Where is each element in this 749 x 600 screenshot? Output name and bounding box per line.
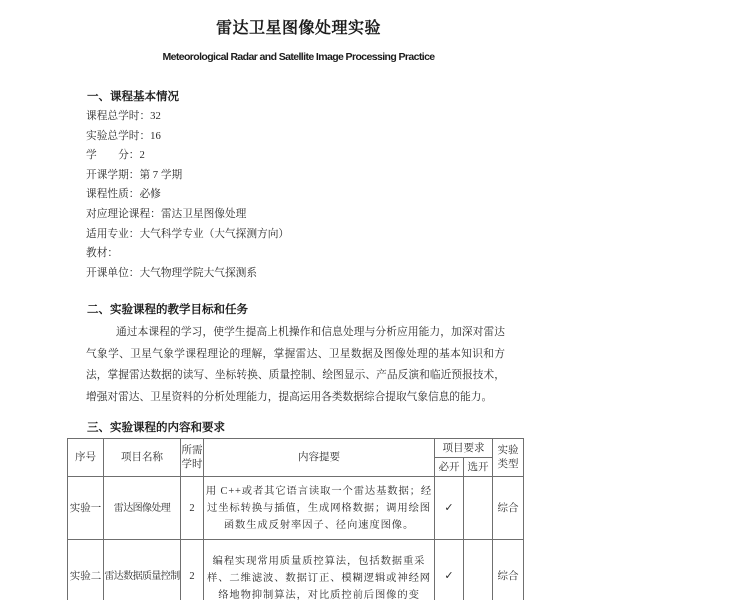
course-info-nature: 课程性质：必修 bbox=[86, 188, 161, 201]
table-header-name: 项目名称 bbox=[104, 439, 181, 477]
cell-project-name: 雷达图像处理 bbox=[104, 477, 181, 540]
cell-must bbox=[435, 477, 464, 540]
cell-elective bbox=[464, 477, 493, 540]
table-header-type-line1: 实验 bbox=[497, 445, 519, 457]
table-header-requirement-group: 项目要求 bbox=[435, 439, 493, 458]
section-1-heading: 一、课程基本情况 bbox=[87, 91, 179, 103]
table-header-must: 必开 bbox=[435, 458, 464, 477]
table-header-summary: 内容提要 bbox=[204, 439, 435, 477]
cell-seq: 实验一 bbox=[68, 477, 104, 540]
course-info-major: 适用专业：大气科学专业（大气探测方向） bbox=[86, 227, 290, 240]
course-info-textbook: 教材： bbox=[86, 247, 119, 260]
table-header-type bbox=[493, 439, 524, 477]
table-header-hours-line2: 学时 bbox=[181, 458, 203, 470]
cell-must bbox=[435, 540, 464, 600]
experiments-table bbox=[67, 438, 524, 600]
section-3-heading: 三、实验课程的内容和要求 bbox=[87, 422, 225, 435]
section-2-heading: 二、实验课程的教学目标和任务 bbox=[87, 304, 248, 317]
course-info-semester: 开课学期：第 7 学期 bbox=[86, 168, 183, 181]
table-header-elective: 选开 bbox=[464, 458, 493, 477]
check-icon: ✓ bbox=[444, 501, 454, 514]
cell-hours: 2 bbox=[181, 477, 204, 540]
cell-elective bbox=[464, 540, 493, 600]
table-header-hours bbox=[181, 439, 204, 477]
course-info-theory-course: 对应理论课程：雷达卫星图像处理 bbox=[86, 207, 247, 220]
course-info-total-hours: 课程总学时：32 bbox=[86, 110, 161, 122]
cell-type: 综合 bbox=[493, 477, 524, 540]
cell-summary: 用 C++或者其它语言读取一个雷达基数据；经过坐标转换与插值，生成网格数据；调用绘图函数生成反射率因子、径向速度图像。 bbox=[204, 477, 435, 540]
cell-summary: 编程实现常用质量质控算法，包括数据重采样、二维滤波、数据订正、模糊逻辑或神经网络地物抑制算法，对比质控前后图像的变 bbox=[204, 540, 435, 600]
table-row-experiment-2 bbox=[68, 540, 524, 600]
doc-title-chinese: 雷达卫星图像处理实验 bbox=[215, 20, 381, 37]
doc-title-english: Meteorological Radar and Satellite Image Processing Practice bbox=[162, 51, 435, 63]
course-info-department: 开课单位：大气物理学院大气探测系 bbox=[86, 266, 258, 279]
cell-project-name: 雷达数据质量控制 bbox=[104, 540, 181, 600]
table-header-row-1 bbox=[68, 439, 524, 458]
table-header-hours-line1: 所需 bbox=[181, 445, 203, 457]
course-info-list bbox=[86, 107, 597, 283]
table-header-type-line2: 类型 bbox=[497, 458, 519, 470]
teaching-objectives-paragraph: 通过本课程的学习，使学生提高上机操作和信息处理与分析应用能力，加深对雷达气象学、卫星气象学课程理论的理解，掌握雷达、卫星数据及图像处理的基本知识和方法，掌握雷达数据的读写、坐标转换、质量控制、绘图显示、产品反演和临近预报技术，增强对雷达、卫星资料的分析处理能力，提高运用各类数据综合提取气象信息的能力。 bbox=[86, 326, 505, 403]
cell-hours: 2 bbox=[181, 540, 204, 600]
table-header-seq: 序号 bbox=[68, 439, 104, 477]
course-info-credits: 学 分：2 bbox=[86, 149, 145, 162]
course-info-lab-hours: 实验总学时：16 bbox=[86, 129, 161, 142]
cell-type: 综合 bbox=[493, 540, 524, 600]
table-row-experiment-1 bbox=[68, 477, 524, 540]
cell-seq: 实验二 bbox=[68, 540, 104, 600]
check-icon: ✓ bbox=[444, 570, 454, 583]
